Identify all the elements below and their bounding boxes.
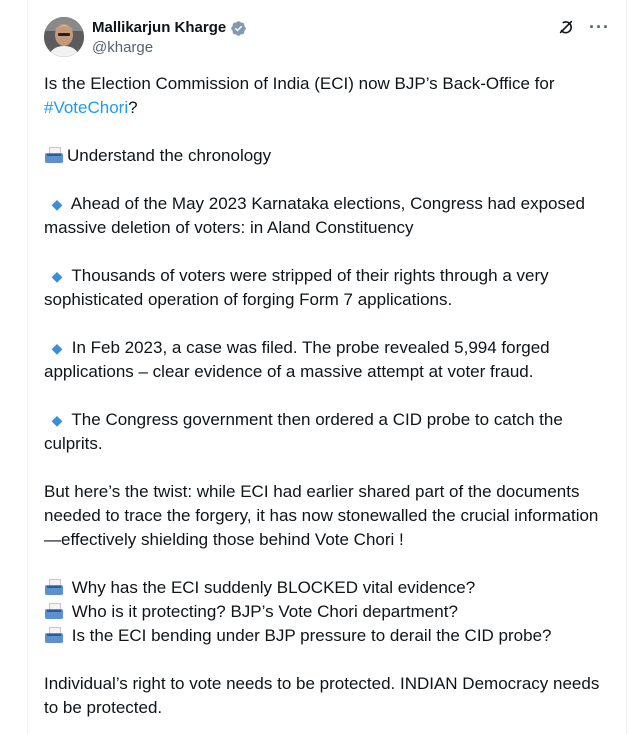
question-1-text: Why has the ECI suddenly BLOCKED vital evidence? [71, 578, 476, 597]
ballot-box-icon [44, 147, 64, 163]
author-info [92, 18, 247, 58]
ballot-box-icon [44, 627, 64, 643]
verified-badge-icon[interactable] [230, 20, 247, 37]
intro-paragraph [44, 72, 614, 120]
ballot-box-icon [44, 603, 64, 619]
point-2-text: Thousands of voters were stripped of their rights through a very sophisticated operation of forging Form 7 applications. [44, 266, 549, 309]
more-icon[interactable]: ··· [589, 17, 610, 37]
question-3 [44, 624, 614, 648]
point-2 [44, 264, 614, 312]
grok-icon[interactable] [557, 18, 575, 36]
hashtag-link[interactable]: #VoteChori [44, 98, 129, 117]
question-3-text: Is the ECI bending under BJP pressure to derail the CID probe? [71, 626, 552, 645]
display-name[interactable]: Mallikarjun Kharge [92, 19, 227, 36]
display-name-row [92, 18, 247, 38]
profile-photo [44, 17, 84, 57]
blue-diamond-icon: ◆ [51, 268, 63, 284]
question-2 [44, 600, 614, 624]
point-3 [44, 336, 614, 384]
ballot-box-icon [44, 579, 64, 595]
point-4-text: The Congress government then ordered a CID probe to catch the culprits. [44, 410, 563, 453]
point-4 [44, 408, 614, 456]
avatar[interactable] [44, 17, 84, 57]
intro-text: Is the Election Commission of India (ECI) now BJP’s Back-Office for [44, 74, 555, 93]
intro-end: ? [128, 98, 138, 117]
tweet-text [44, 72, 614, 720]
tweet-header [44, 14, 614, 62]
chronology-text: Understand the chronology [67, 146, 272, 165]
blue-diamond-icon: ◆ [51, 196, 63, 212]
chronology-line [44, 144, 614, 168]
question-2-text: Who is it protecting? BJP’s Vote Chori department? [71, 602, 458, 621]
author-handle[interactable]: @kharge [92, 39, 154, 56]
point-3-text: In Feb 2023, a case was filed. The probe revealed 5,994 forged applications – clear evidence of a massive attempt at voter fraud. [44, 338, 550, 381]
blue-diamond-icon: ◆ [51, 340, 63, 356]
question-1 [44, 576, 614, 600]
header-actions [557, 18, 610, 36]
twist-paragraph: But here’s the twist: while ECI had earlier shared part of the documents needed to trace the forgery, it has now stonewalled the crucial information—effectively shielding those behind Vote Chori ! [44, 482, 599, 549]
point-1 [44, 192, 614, 240]
blue-diamond-icon: ◆ [51, 412, 63, 428]
point-1-text: Ahead of the May 2023 Karnataka elections, Congress had exposed massive deletion of voters: in Aland Constituency [44, 194, 585, 237]
closing-paragraph: Individual’s right to vote needs to be protected. INDIAN Democracy needs to be protected. [44, 674, 600, 717]
